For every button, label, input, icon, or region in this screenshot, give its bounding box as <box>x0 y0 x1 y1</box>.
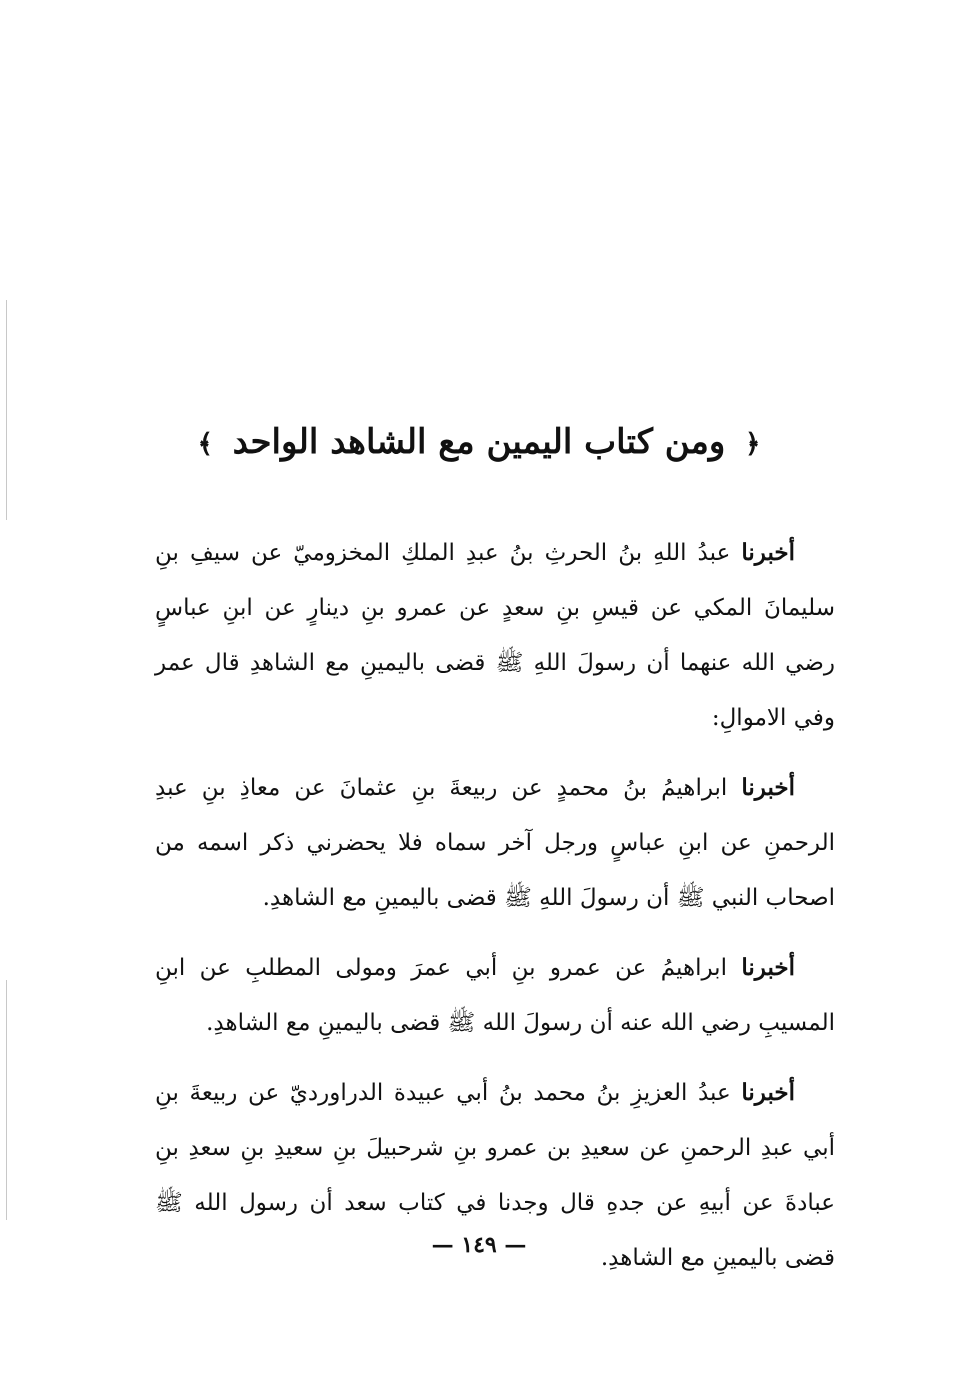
paragraph <box>155 760 835 926</box>
body-text <box>155 525 835 1300</box>
chapter-heading <box>0 418 958 468</box>
paragraph-lead: أخبرنا <box>741 774 795 801</box>
paragraph <box>155 940 835 1051</box>
paragraph-lead: أخبرنا <box>741 1079 795 1106</box>
ornament-close: ﴾ <box>197 428 213 459</box>
paragraph-text: عبدُ العزيزِ بنُ محمد بنُ أبي عبيدة الدراورديّ عن ربيعةَ بنِ أبي عبدِ الرحمنِ عن سعيدِ بن عمرو بنِ شرحبيلَ بنِ سعيدِ بنِ سعدِ بنِ عبادةَ عن أبيهِ عن جدهِ قال وجدنا في كتاب سعد أن رسول الله ﷺ قضى باليمينِ مع الشاهدِ. <box>155 1080 835 1271</box>
scan-margin-line <box>6 300 7 520</box>
paragraph-text: ابراهيمُ بنُ محمدٍ عن ربيعةَ بنِ عثمانَ عن معاذِ بنِ عبدِ الرحمنِ عن ابنِ عباسٍ ورجل آخر سماه فلا يحضرني ذكر اسمه من اصحاب النبي ﷺ أن رسولَ اللهِ ﷺ قضى باليمينِ مع الشاهدِ. <box>155 775 835 911</box>
paragraph-lead: أخبرنا <box>741 954 795 981</box>
paragraph <box>155 525 835 746</box>
chapter-heading-text: ومن كتاب اليمين مع الشاهد الواحد <box>232 421 726 462</box>
scan-margin-line <box>6 980 7 1220</box>
page-number: — ١٤٩ — <box>431 1232 527 1258</box>
paragraph-text: عبدُ اللهِ بنُ الحرثِ بنُ عبدِ الملكِ المخزوميّ عن سيفِ بنِ سليمانَ المكي عن قيسِ بنِ سعدٍ عن عمرو بنِ دينارٍ عن ابنِ عباسٍ رضي الله عنهما أن رسولَ اللهِ ﷺ قضى باليمينِ مع الشاهدِ قال عمر وفي الاموالِ: <box>155 540 835 731</box>
paragraph-lead: أخبرنا <box>741 539 795 566</box>
paragraph-text: ابراهيمُ عن عمرو بنِ أبي عمرَ ومولى المطلبِ عن ابنِ المسيبِ رضي الله عنه أن رسولَ الله ﷺ قضى باليمينِ مع الشاهدِ. <box>155 955 835 1036</box>
ornament-open: ﴿ <box>745 428 761 459</box>
